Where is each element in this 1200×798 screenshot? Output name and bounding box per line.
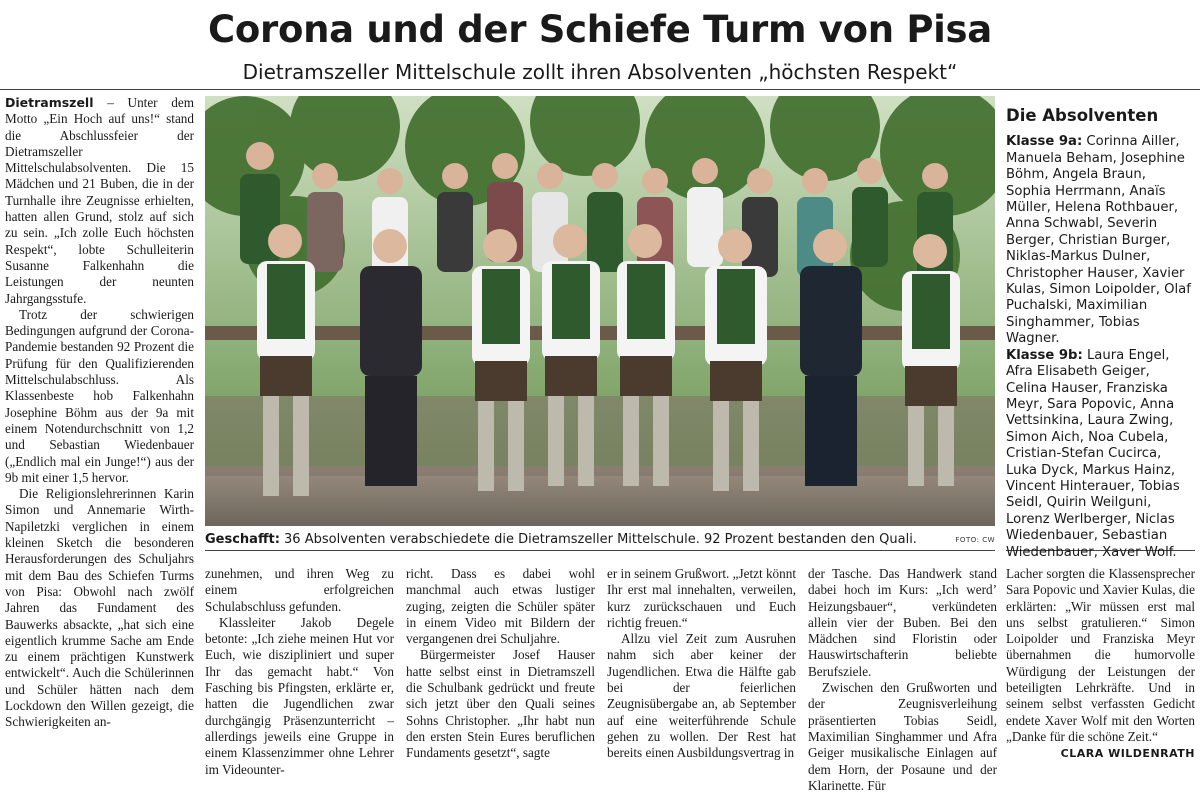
class-9b-list: Klasse 9b: Laura Engel, Afra Elisabeth Geiger, Celina Hauser, Franziska Meyr, Sara Popovic, Anna Vettsinkina, Laura Zwing, Simon Aich, Noa Cubela, Cristian-Stefan Cucirca, Luka Dyck, Markus Hainz, Vincent Hinterauer, Tobias Seidl, Quirin Weilguni, Lorenz Werlberger, Niclas Wiedenbauer, Sebastian Wiedenbauer, Xaver Wolf. [1006,347,1180,560]
subheadline: Dietramszeller Mittelschule zollt ihren Absolventen „höchsten Respekt“ [242,60,958,84]
lead-paragraph: – Unter dem Motto „Ein Hoch auf uns!“ stand die Abschlussfeier der Dietramszeller Mittelschulabsolventen. Die 15 Mädchen und 21 Buben, die in der Turnhalle ihre Zeugnisse erhielten, hatten allen Grund, stolz auf sich zu sein. „Ich zolle Euch höchsten Respekt“, lobte Schulleiterin Susanne Falkenhahn die Leistungen der neunten Jahrgangsstufe. [5,95,194,306]
article-column-6 [1006,566,1195,763]
article-column-4 [607,566,796,762]
article-column-3 [406,566,595,762]
dateline: Dietramszell [5,95,94,110]
photo-caption [205,532,995,547]
group-photo-illustration [205,96,995,526]
headline: Corona und der Schiefe Turm von Pisa [208,8,992,51]
author-byline: CLARA WILDENRATH [1060,747,1195,761]
graduates-box [1006,96,1195,561]
article-paragraph: Lacher sorgten die Klassensprecher Sara Popovic und Xavier Kulas, die erklärten: „Wir müssen erst mal uns selbst gratulieren.“ Simon Loipolder und Franziska Meyr übernahmen die humorvolle Würdigung der Leistungen der beteiligten Lehrkräfte. Und in seinem selbst verfassten Gedicht endete Xaver Wolf mit den Worten „Danke für die schöne Zeit.“ [1006,566,1195,744]
article-paragraph: zunehmen, und ihren Weg zu einem erfolgreichen Schulabschluss gefunden. [205,566,394,614]
top-rule [0,89,1200,90]
article-paragraph: Klassleiter Jakob Degele betonte: „Ich ziehe meinen Hut vor Euch, wie diszipliniert und super Ihr das gemacht habt.“ Von Fasching bis Pfingsten, erklärte er, hatten die Jugendlichen zwar durchgängig Präsenzunterricht – allerdings jeweils eine Gruppe in einem Klassenzimmer ohne Lehrer im Videounter- [205,614,394,777]
article-paragraph: der Tasche. Das Handwerk stand dabei hoch im Kurs: „Ich werd’ Heizungsbauer“, verkündeten allein vier der Buben. Bei den Mädchen sind Floristin oder Hauswirtschafterin beliebte Berufsziele. [808,566,997,679]
class-9a-list: Klasse 9a: Corinna Ailler, Manuela Beham, Josephine Böhm, Angela Braun, Sophia Herrmann, Anaïs Müller, Helena Rothbauer, Anna Schwabl, Severin Berger, Christian Burger, Niklas-Markus Dulner, Christopher Hauser, Xavier Kulas, Simon Loipolder, Olaf Puchalski, Maximilian Singhammer, Tobias Wagner. [1006,134,1191,347]
article-paragraph: er in seinem Grußwort. „Jetzt könnt Ihr erst mal innehalten, verweilen, kurz zurückschauen und Euch richtig freuen.“ [607,566,796,630]
article-paragraph: Die Religionslehrerinnen Karin Simon und Annemarie Wirth-Napiletzki verglichen in einem kleinen Sketch die besonderen Herausforderungen des Schuljahrs mit dem Bau des Schiefen Turms von Pisa: Obwohl nach zwölf Jahren das Fundament des Bauwerks absackte, „hat sich eine eigentlich krumme Sache am Ende zu einem prächtigen Kunstwerk entwickelt“. Auch die Schülerinnen und Schüler hätten nach dem Lockdown den Willen gezeigt, die Schwierigkeiten an- [5,486,194,730]
article-column-5 [808,566,997,794]
article-paragraph: richt. Dass es dabei wohl manchmal auch etwas lustiger zuging, zeigten die Schüler später in einem Video mit Bildern der vergangenen drei Schuljahre. [406,566,595,647]
article-column-2 [205,566,394,778]
group-photo [205,96,995,526]
article-paragraph: Allzu viel Zeit zum Ausruhen nahm sich aber keiner der Jugendlichen. Etwa die Hälfte gab bei der feierlichen Zeugnisübergabe an, ab September auf eine weiterführende Schule gehen zu wollen. Der Rest hat bereits einen Ausbildungsvertrag in [607,631,796,761]
caption-lead: Geschafft: [205,532,280,547]
caption-text: 36 Absolventen verabschiedete die Dietramszeller Mittelschule. 92 Prozent bestanden den Quali. [279,532,917,547]
article-paragraph: Bürgermeister Josef Hauser hatte selbst einst in Dietramszell die Schulbank gedrückt und freute sich jetzt über den Quali seines Sohns Christopher. „Ihr habt nun den ersten Stein Eures beruflichen Fundaments gesetzt“, sagte [406,647,595,761]
photo-bottom-rule [205,550,995,551]
article-paragraph: Zwischen den Grußworten und der Zeugnisverleihung präsentierten Tobias Seidl, Maximilian Singhammer und Afra Geiger musikalische Einlagen auf dem Horn, der Posaune und der Klarinette. Für [808,680,997,793]
photo-credit: FOTO: CW [955,536,995,544]
article-column-left [5,95,194,795]
article-paragraph: Trotz der schwierigen Bedingungen aufgrund der Corona-Pandemie bestanden 92 Prozent die Prüfung für den Qualifizierenden Mittelschulabschluss. Als Klassenbeste hob Falkenhahn Josephine Böhm aus der 9a mit einem Notendurchschnitt von 1,2 und Sebastian Wiedenbauer („Endlich mal ein Junge!“) aus der 9b mit einer 1,5 hervor. [5,306,194,485]
graduates-title: Die Absolventen [1006,106,1159,125]
